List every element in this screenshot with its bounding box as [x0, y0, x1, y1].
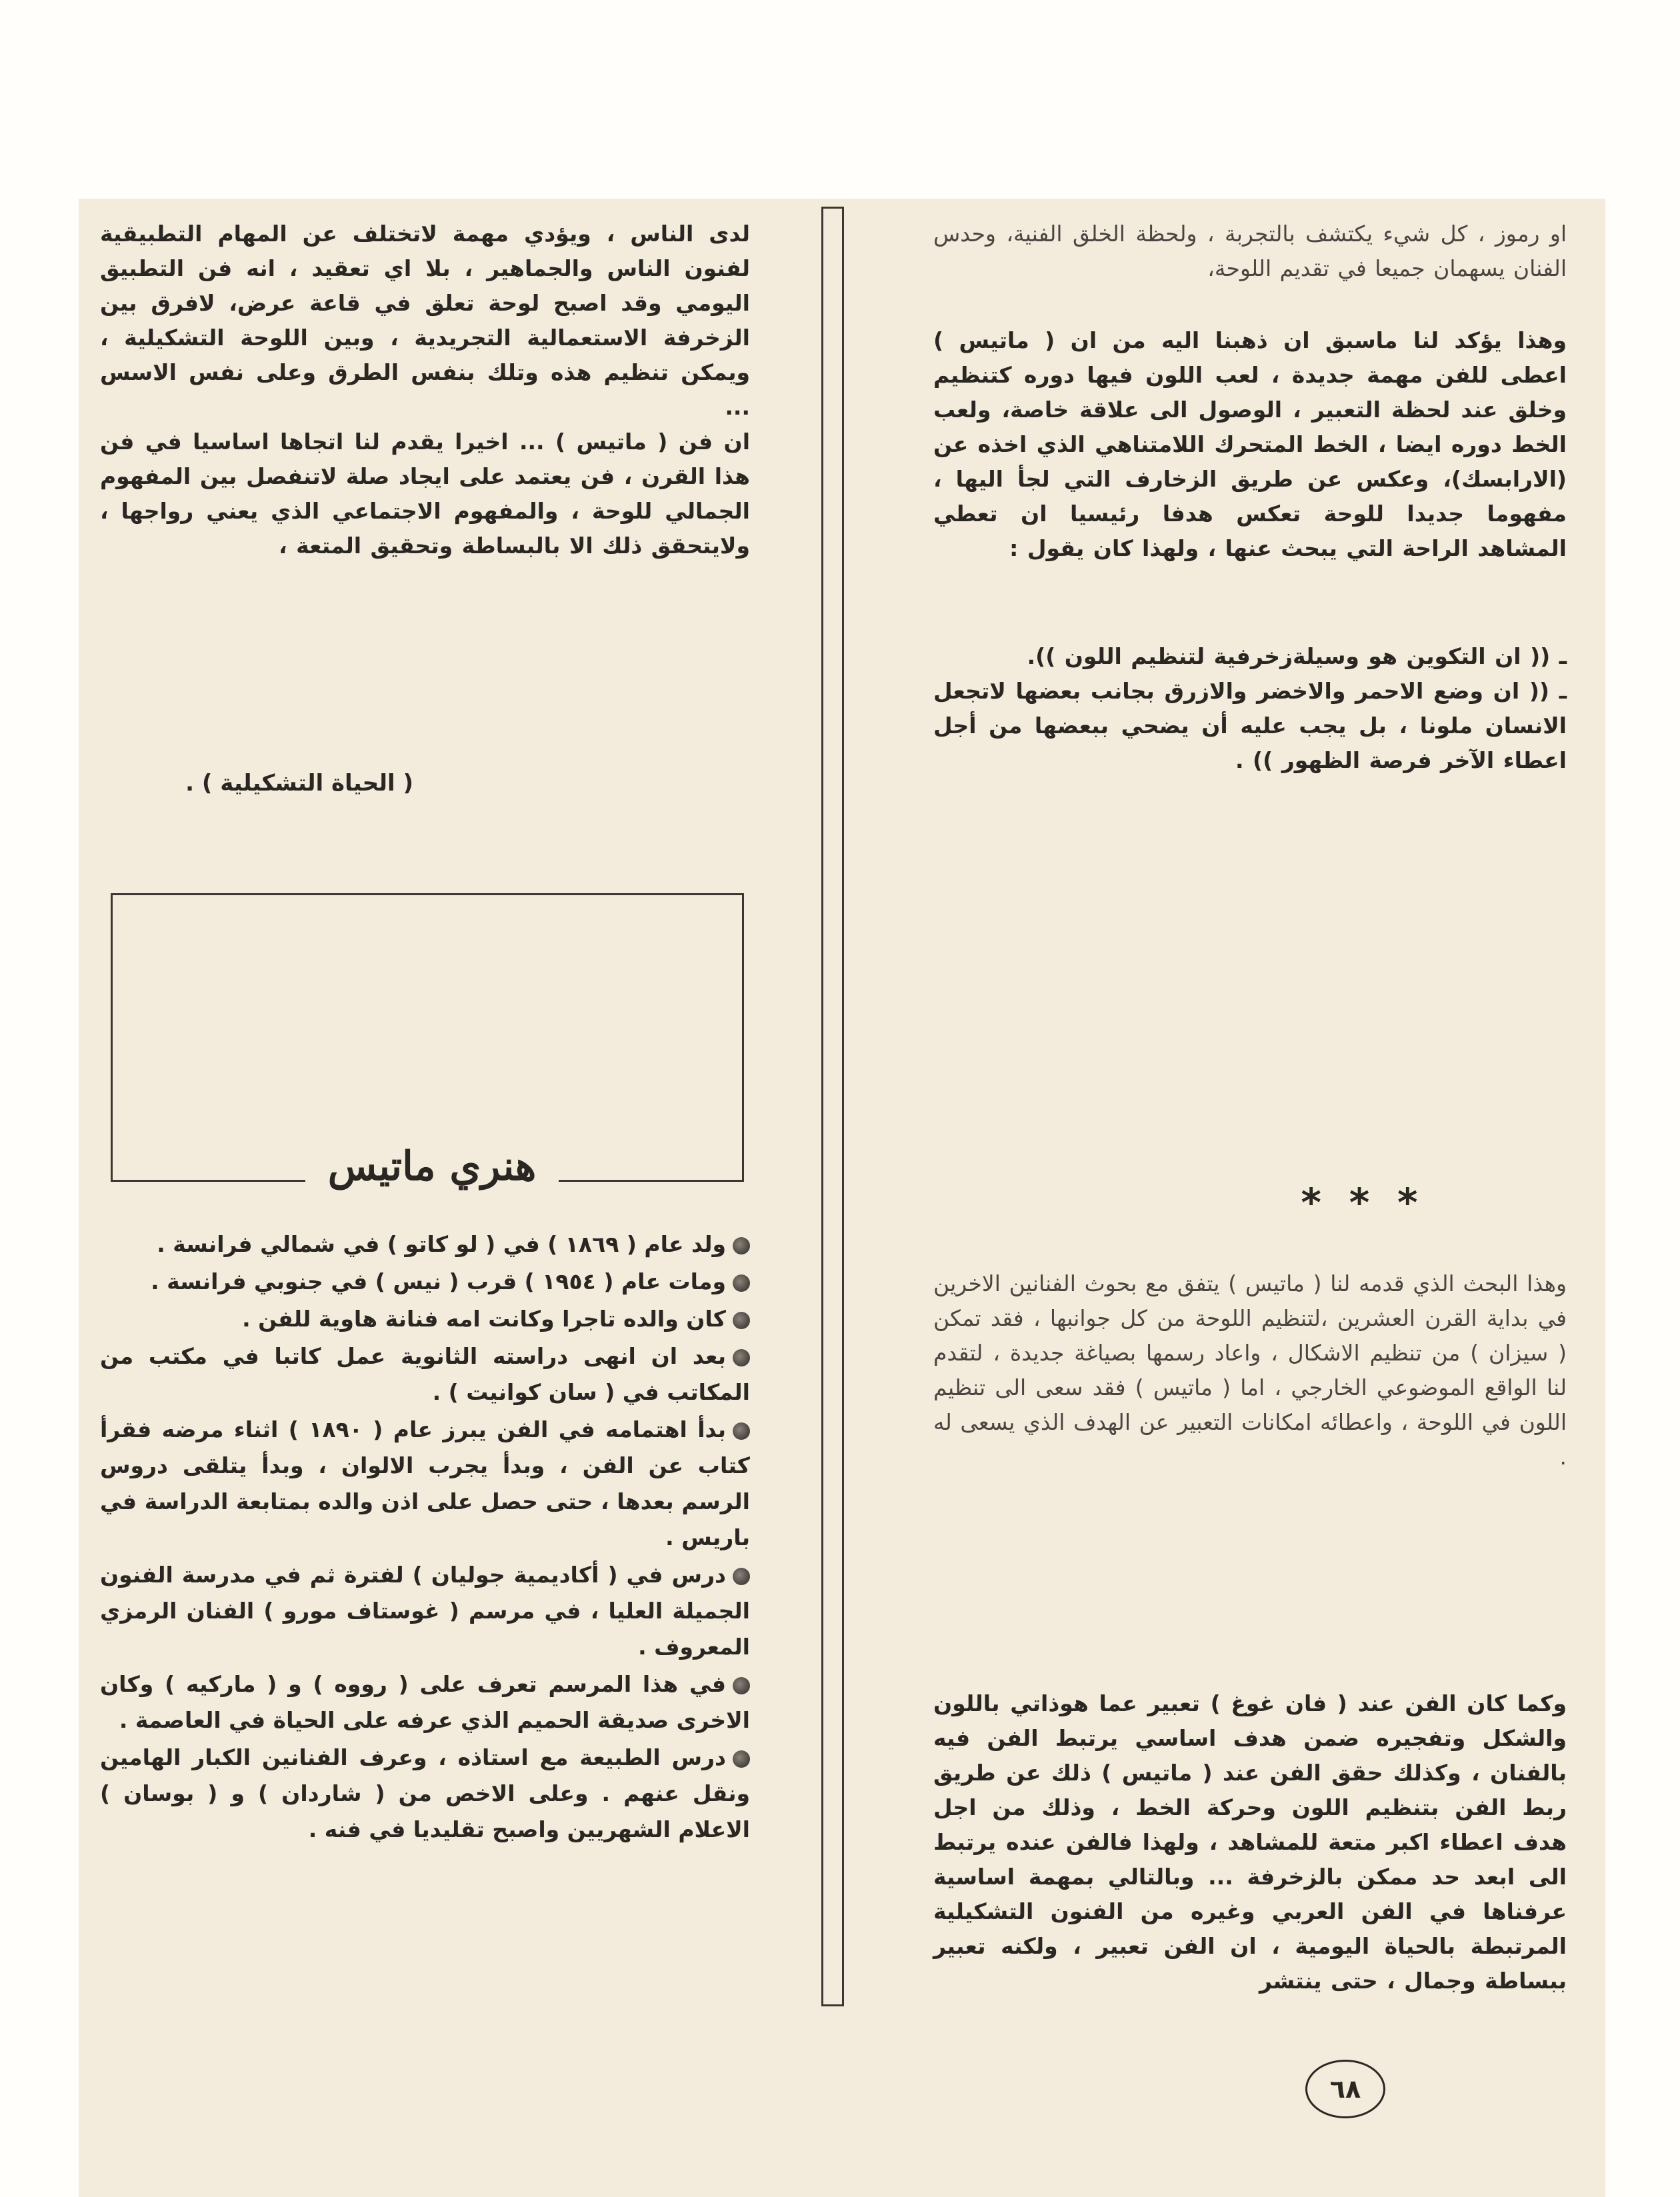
page-number: ٦٨ [1305, 2060, 1385, 2118]
bullet-icon [733, 1750, 750, 1768]
left-column [100, 217, 750, 563]
right-column-lower [933, 1266, 1567, 1474]
bullet-icon [733, 1422, 750, 1440]
frame-edge [111, 1180, 305, 1182]
bullet-icon [733, 1312, 750, 1329]
right-column-bottom [933, 1686, 1567, 1998]
bio-list [100, 1226, 750, 1849]
source-credit: ( الحياة التشكيلية ) . [185, 770, 413, 797]
paragraph: وهذا البحث الذي قدمه لنا ( ماتيس ) يتفق مع بحوث الفنانين الاخرين في بداية القرن العشرين ،لتنظيم اللوحة من كل جوانبها ، فقد تمكن ( سيزان ) من تنظيم الاشكال ، واعاد رسمها بصياغة جديدة ، لتقدم لنا الواقع الموضوعي الخارجي ، اما ( ماتيس ) فقد سعى الى تنظيم اللون في اللوحة ، واعطائه امكانات التعبير عن الهدف الذي يسعى له . [933, 1270, 1567, 1470]
list-item: كان والده تاجرا وكانت امه فنانة هاوية للفن . [100, 1301, 750, 1337]
list-item: بعد ان انهى دراسته الثانوية عمل كاتبا في مكتب من المكاتب في ( سان كوانيت ) . [100, 1343, 750, 1405]
paragraph: ان فن ( ماتيس ) ... اخيرا يقدم لنا اتجاها اساسيا في فن هذا القرن ، فن يعتمد على ايجاد صلة لاتنفصل بين المفهوم الجمالي للوحة ، والمفهوم الاجتماعي الذي يعني رواجها ، ولايتحقق ذلك الا بالبساطة وتحقيق المتعة ، [100, 429, 750, 559]
list-item: درس الطبيعة مع استاذه ، وعرف الفنانين الكبار الهامين ونقل عنهم . وعلى الاخص من ( شاردان ) و ( بوسان ) الاعلام الشهريين واصبح تقليديا في فنه . [100, 1744, 750, 1842]
list-item: بدأ اهتمامه في الفن يبرز عام ( ١٨٩٠ ) اثناء مرضه فقرأ كتاب عن الفن ، وبدأ يجرب الالوان ، وبدأ يتلقى دروس الرسم بعدها ، حتى حصل على اذن والده بمتابعة الدراسة في باريس . [100, 1416, 750, 1550]
quote: ـ (( ان وضع الاحمر والاخضر والازرق بجانب بعضها لاتجعل الانسان ملونا ، بل يجب عليه أن يضحي ببعضها من أجل اعطاء الآخر فرصة الظهور )) . [933, 678, 1567, 773]
bullet-icon [733, 1237, 750, 1254]
paragraph: وكما كان الفن عند ( فان غوغ ) تعبير عما هوذاتي باللون والشكل وتفجيره ضمن هدف اساسي يرتبط الفن فيه بالفنان ، وكذلك حقق الفن عند ( ماتيس ) ذلك عن طريق ربط الفن بتنظيم اللون وحركة الخط ، وذلك من اجل هدف اعطاء اكبر متعة للمشاهد ، ولهذا فالفن عنده يرتبط الى ابعد حد ممكن بالزخرفة ... وبالتالي بمهمة اساسية عرفناها في الفن العربي وغيره من الفنون التشكيلية المرتبطة بالحياة اليومية ، ان الفن تعبير ، ولكنه تعبير ببساطة وجمال ، حتى ينتشر [933, 1690, 1567, 1994]
frame-edge [559, 1180, 744, 1182]
paragraph: وهذا يؤكد لنا ماسبق ان ذهبنا اليه من ان ( ماتيس ) اعطى للفن مهمة جديدة ، لعب اللون فيها دوره كتنظيم وخلق عند لحظة التعبير ، الوصول الى علاقة خاصة، ولعب الخط دوره ايضا ، الخط المتحرك اللامتناهي الذي اخذه عن (الارابسك)، وعكس عن طريق الزخارف التي لجأ اليها ، مفهوما جديدا للوحة تعكس هدفا رئيسيا ان تعطي المشاهد الراحة التي يبحث عنها ، ولهذا كان يقول : [933, 327, 1567, 561]
list-item: في هذا المرسم تعرف على ( رووه ) و ( ماركيه ) وكان الاخرى صديقة الحميم الذي عرفه على الحياة في العاصمة . [100, 1671, 750, 1733]
bullet-icon [733, 1349, 750, 1366]
paragraph: او رموز ، كل شيء يكتشف بالتجربة ، ولحظة الخلق الفنية، وحدس الفنان يسهمان جميعا في تقديم اللوحة، [933, 221, 1567, 281]
right-column [933, 217, 1567, 778]
paragraph: لدى الناس ، ويؤدي مهمة لاتختلف عن المهام التطبيقية لفنون الناس والجماهير ، بلا اي تعقيد ، انه فن التطبيق اليومي وقد اصبح لوحة تعلق في قاعة عرض، لافرق بين الزخرفة الاستعمالية التجريدية ، وبين اللوحة التشكيلية ، ويمكن تنظيم هذه وتلك بنفس الطرق وعلى نفس الاسس ... [100, 221, 750, 420]
bullet-icon [733, 1274, 750, 1292]
column-divider [821, 207, 844, 2006]
quote: ـ (( ان التكوين هو وسيلةزخرفية لتنظيم اللون )). [1027, 643, 1567, 669]
bullet-icon [733, 1568, 750, 1585]
list-item: ولد عام ( ١٨٦٩ ) في ( لو كاتو ) في شمالي فرانسة . [100, 1226, 750, 1262]
list-item: درس في ( أكاديمية جوليان ) لفترة ثم في مدرسة الفنون الجميلة العليا ، في مرسم ( غوستاف مورو ) الفنان الرمزي المعروف . [100, 1562, 750, 1660]
list-item: ومات عام ( ١٩٥٤ ) قرب ( نيس ) في جنوبي فرانسة . [100, 1264, 750, 1300]
bullet-icon [733, 1677, 750, 1694]
bio-title: هنري ماتيس [327, 1143, 537, 1190]
section-separator: *** [1301, 1180, 1446, 1225]
